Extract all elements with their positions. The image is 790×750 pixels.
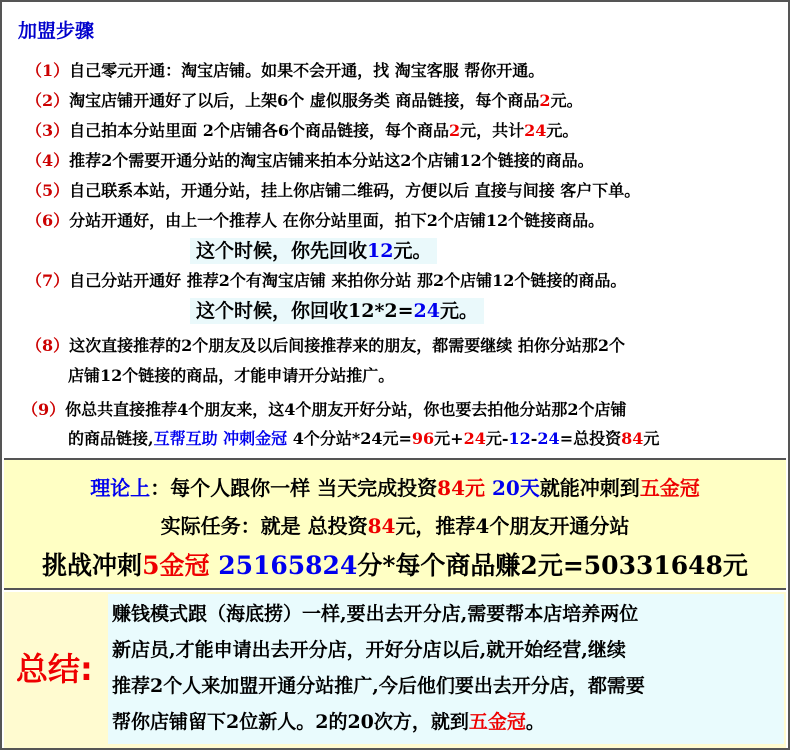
challenge-points: 25165824 [218, 551, 358, 580]
calc-op: 元+ [434, 429, 464, 448]
challenge-crown: 5金冠 [142, 551, 210, 580]
theory-line [4, 472, 786, 501]
summary-panel [4, 592, 786, 748]
step-2 [26, 90, 583, 112]
challenge-space [209, 551, 218, 580]
calc-op: =总投资 [559, 429, 622, 448]
calc-value: 12 [508, 429, 531, 448]
summary-end: 。 [525, 711, 545, 733]
calc-value: 24 [537, 429, 560, 448]
calc-value: 96 [411, 429, 435, 448]
summary-line-2: 新店员,才能申请出去开分店，开好分店以后,就开始经营,继续 [112, 639, 626, 661]
step-3 [26, 120, 578, 142]
recover-note-2 [190, 298, 484, 324]
step-text: 自己分站开通好 推荐2个有淘宝店铺 来拍你分站 那2个店铺12个链接的商品。 [69, 271, 627, 290]
recover-text-end: 元。 [439, 300, 478, 322]
step-8 [26, 335, 625, 357]
recover-text: 这个时候，你先回收 [196, 240, 368, 262]
step-9-text: 的商品链接, [68, 429, 154, 448]
theory-space [485, 476, 492, 500]
task-investment: 84 [367, 514, 396, 538]
step-4 [26, 150, 594, 172]
price-value: 2 [539, 91, 551, 110]
calc-op: 元- [485, 429, 509, 448]
task-text-2: 元，推荐4个朋友开通分站 [395, 514, 630, 538]
total-investment-value: 84 [621, 429, 644, 448]
step-text: 推荐2个需要开通分站的淘宝店铺来拍本分站这2个店铺12个链接的商品。 [69, 151, 594, 170]
step-text: 你总共直接推荐4个朋友来，这4个朋友开好分站，你也要去拍他分站那2个店铺 [65, 400, 627, 419]
recover-note-1 [190, 238, 437, 264]
step-number: （3） [26, 121, 70, 140]
step-text-mid: 元，共计 [460, 121, 525, 140]
step-9 [22, 399, 627, 421]
task-text: 实际任务：就是 总投资 [160, 514, 368, 538]
task-line [4, 510, 786, 539]
step-number: （4） [26, 151, 70, 170]
step-text-end: 元。 [546, 121, 579, 140]
theory-days: 20天 [491, 476, 540, 500]
step-text-end: 元。 [550, 91, 583, 110]
step-6 [26, 210, 604, 232]
step-number: （9） [22, 400, 66, 419]
summary-line-1: 赚钱模式跟（海底捞）一样,要出去开分店,需要帮本店培养两位 [112, 603, 639, 625]
step-9-line-2 [68, 428, 659, 450]
summary-line-4 [112, 706, 545, 738]
step-text: 分站开通好，由上一个推荐人 在你分站里面，拍下2个店铺12个链接商品。 [69, 211, 605, 230]
theory-label: 理论上 [90, 476, 151, 500]
goal-panel [4, 458, 786, 590]
summary-label: 总结: [16, 650, 93, 688]
challenge-line [4, 546, 786, 582]
step-number: （7） [26, 271, 70, 290]
step-number: （1） [26, 61, 70, 80]
recover-value: 12 [367, 240, 394, 262]
recover-text-end: 元。 [393, 240, 432, 262]
summary-crown: 五金冠 [468, 711, 526, 733]
calc-value: 24 [463, 429, 486, 448]
calc-unit: 元 [643, 429, 660, 448]
step-5 [26, 180, 640, 202]
recover-text: 这个时候，你回收12*2= [196, 300, 414, 322]
theory-text-2: 就能冲刺到 [539, 476, 640, 500]
step-number: （2） [26, 91, 70, 110]
summary-box [108, 594, 784, 744]
recover-value: 24 [413, 300, 440, 322]
step-8-line-2: 店铺12个链接的商品，才能申请开分站推广。 [68, 366, 395, 385]
step-text: 自己拍本分站里面 2个店铺各6个商品链接，每个商品 [69, 121, 449, 140]
step-9-calc: 4个分站*24元= [287, 429, 412, 448]
step-1 [26, 60, 544, 82]
mutual-help-slogan: 互帮互助 冲刺金冠 [153, 429, 288, 448]
step-number: （5） [26, 181, 70, 200]
step-7 [26, 270, 626, 292]
summary-line-3: 推荐2个人来加盟开通分站推广,今后他们要出去开分店，都需要 [112, 675, 645, 697]
summary-text: 帮你店铺留下2位新人。2的20次方，就到 [112, 711, 469, 733]
step-number: （8） [26, 336, 70, 355]
theory-investment: 84元 [437, 476, 485, 500]
calc-op: - [530, 429, 538, 448]
theory-crown: 五金冠 [639, 476, 700, 500]
page-title: 加盟步骤 [18, 20, 95, 42]
step-number: （6） [26, 211, 70, 230]
step-text: 淘宝店铺开通好了以后，上架6个 虚似服务类 商品链接，每个商品 [69, 91, 540, 110]
total-value: 24 [524, 121, 547, 140]
step-text: 这次直接推荐的2个朋友及以后间接推荐来的朋友，都需要继续 拍你分站那2个 [69, 336, 625, 355]
step-text: 自己零元开通：淘宝店铺。如果不会开通，找 淘宝客服 帮你开通。 [69, 61, 545, 80]
price-value: 2 [448, 121, 461, 140]
step-text: 自己联系本站，开通分站，挂上你店铺二维码，方便以后 直接与间接 客户下单。 [69, 181, 641, 200]
challenge-text: 挑战冲刺 [42, 551, 143, 580]
theory-text: ：每个人跟你一样 当天完成投资 [150, 476, 438, 500]
challenge-text-2: 分*每个商品赚2元=50331648元 [357, 551, 748, 580]
